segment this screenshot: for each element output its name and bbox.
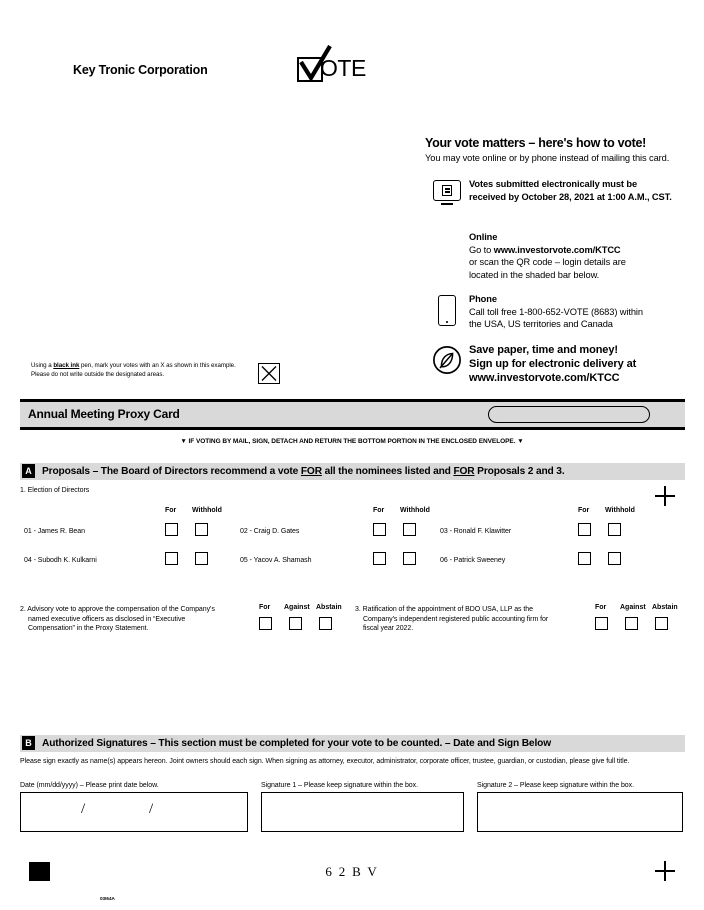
section-b-header [20,735,685,752]
phone-icon-wrap [425,293,469,326]
checkbox-nominee-05-withhold[interactable] [403,552,416,565]
proxy-bar-bottom-rule [20,427,685,430]
online-goto-prefix: Go to [469,244,494,255]
barcode-text: 6 2 B V [325,864,379,879]
vote-instructions-block [425,136,697,163]
electronic-deadline-text [469,178,672,203]
nominee-name-04: 04 - Subodh K. Kulkarni [24,557,97,564]
electronic-delivery-text [469,343,636,385]
nominee-name-03: 03 - Ronald F. Klawitter [440,528,512,535]
proposal-3-text [355,605,595,634]
signature1-label: Signature 1 – Please keep signature within the box. [261,782,418,789]
proxy-card-title: Annual Meeting Proxy Card [28,407,180,421]
section-a-for-1: FOR [300,465,322,477]
proposal-3-header-against: Against [620,604,646,611]
section-a-title-p3: Proposals 2 and 3. [474,465,565,477]
nominee-column-2 [240,507,470,567]
checkbox-proposal-2-abstain[interactable] [319,617,332,630]
monitor-icon-wrap [425,178,469,206]
checkbox-proposal-2-for[interactable] [259,617,272,630]
qr-icon-wrap [425,231,469,233]
proposal-2-header-for: For [259,604,271,611]
marking-line1-suffix: pen, mark your votes with an X as shown in this example. [79,362,236,369]
checkbox-nominee-03-withhold[interactable] [608,523,621,536]
online-line2: or scan the QR code – login details are [469,257,626,267]
section-a-header [20,463,685,480]
login-details-field[interactable] [488,406,650,423]
online-vote-row [425,231,697,281]
vote-matters-subtitle: You may vote online or by phone instead of mailing this card. [425,153,670,163]
checkbox-nominee-01-withhold[interactable] [195,523,208,536]
proxy-card-bar [20,402,685,427]
checkbox-proposal-3-against[interactable] [625,617,638,630]
checkbox-nominee-06-withhold[interactable] [608,552,621,565]
checkbox-nominee-05-for[interactable] [373,552,386,565]
date-slash-1: / [81,801,86,817]
monitor-icon [433,180,461,206]
col2-header-withhold: Withhold [400,507,430,514]
save-url[interactable]: www.investorvote.com/KTCC [469,372,620,384]
checkbox-proposal-2-against[interactable] [289,617,302,630]
section-a-badge: A [22,464,35,478]
signature2-label: Signature 2 – Please keep signature within the box. [477,782,634,789]
phone-line1: Call toll free 1-800-652-VOTE (8683) within [469,306,643,317]
nominee-name-06: 06 - Patrick Sweeney [440,557,506,564]
proposal-3-line3: fiscal year 2022. [363,625,414,633]
date-field-label: Date (mm/dd/yyyy) – Please print date below. [20,782,159,789]
checkbox-nominee-02-for[interactable] [373,523,386,536]
electronic-deadline-row [425,178,697,206]
checkbox-nominee-04-withhold[interactable] [195,552,208,565]
col3-header-for: For [578,507,590,514]
registration-mark-bottom-icon [655,861,675,881]
leaf-icon-wrap [425,343,469,375]
signature1-field[interactable] [261,792,464,832]
phone-line2: the USA, US territories and Canada [469,319,613,329]
section-a-title [42,466,565,477]
col1-header-for: For [165,507,177,514]
section-a-title-p1: Proposals – The Board of Directors recommend a vote [42,465,301,477]
phone-vote-text [469,293,643,331]
nominee-name-02: 02 - Craig D. Gates [240,528,300,535]
proposal-3-header-abstain: Abstain [652,604,678,611]
vote-logo-text: OTE [320,55,366,81]
section-b-badge: B [22,736,35,750]
proposal-2-line1: 2. Advisory vote to approve the compensation of the Company's [20,606,215,613]
proposal-3-line2: Company's independent registered public accounting firm for [363,615,549,623]
proposal-2-line2: named executive officers as disclosed in “Executive [28,615,186,623]
nominee-column-3 [440,507,680,567]
checkbox-nominee-06-for[interactable] [578,552,591,565]
save-line1: Save paper, time and money! [469,344,618,356]
phone-vote-row [425,293,697,331]
electronic-delivery-row [425,343,697,385]
checkbox-proposal-3-for[interactable] [595,617,608,630]
online-url-line [469,244,626,257]
date-field[interactable] [20,792,248,832]
col1-header-withhold: Withhold [192,507,222,514]
nominee-name-05: 05 - Yacov A. Shamash [240,557,312,564]
example-x-icon [259,364,279,383]
section-b-title: Authorized Signatures – This section must be completed for your vote to be counted. – Date and Sign Below [42,737,551,749]
detach-instruction: ▼ IF VOTING BY MAIL, SIGN, DETACH AND RETURN THE BOTTOM PORTION IN THE ENCLOSED ENVELOPE. ▼ [180,438,524,445]
proposal-3-header-for: For [595,604,607,611]
leaf-icon [432,345,462,375]
online-line3: located in the shaded bar below. [469,269,600,280]
election-of-directors-label: 1. Election of Directors [20,487,90,494]
online-vote-text [469,231,626,281]
proposal-2-line3: Compensation” in the Proxy Statement. [28,625,149,633]
proposal-2-header-abstain: Abstain [316,604,342,611]
electronic-deadline-line2: received by October 28, 2021 at 1:00 A.M., CST. [469,191,672,202]
proposal-3-line1: 3. Ratification of the appointment of BDO USA, LLP as the [355,606,533,613]
col3-header-withhold: Withhold [605,507,635,514]
marking-line2: Please do not write outside the designated areas. [31,370,165,378]
save-line2: Sign up for electronic delivery at [469,358,637,370]
proposal-2-text [20,605,250,634]
marking-example-box [258,363,280,384]
proposal-2-header-against: Against [284,604,310,611]
marking-black-ink: black ink [53,362,80,369]
signature2-field[interactable] [477,792,683,832]
section-a-for-2: FOR [453,465,475,477]
nominee-column-1 [20,507,250,567]
online-heading: Online [469,232,498,242]
signature-note: Please sign exactly as name(s) appears hereon. Joint owners should each sign. When signing as attorney, executor, administrator, corporate officer, trustee, guardian, or custodian, please give full title. [20,758,630,765]
checkbox-nominee-03-for[interactable] [578,523,591,536]
checkbox-nominee-02-withhold[interactable] [403,523,416,536]
nominee-name-01: 01 - James R. Bean [24,528,85,535]
form-code: 03I64A [100,896,115,901]
registration-mark-top-icon [655,486,675,506]
phone-icon [438,295,456,326]
vote-matters-title: Your vote matters – here's how to vote! [425,136,646,150]
date-slash-2: / [149,801,154,817]
col2-header-for: For [373,507,385,514]
checkbox-proposal-3-abstain[interactable] [655,617,668,630]
marking-instructions [31,362,261,379]
marking-line1-prefix: Using a [31,362,54,369]
section-a-title-p2: all the nominees listed and [321,465,454,477]
checkbox-nominee-01-for[interactable] [165,523,178,536]
online-url[interactable]: www.investorvote.com/KTCC [493,244,621,255]
vote-logo [297,45,367,87]
checkbox-nominee-04-for[interactable] [165,552,178,565]
phone-heading: Phone [469,294,497,304]
electronic-deadline-line1: Votes submitted electronically must be [469,179,638,189]
company-name: Key Tronic Corporation [73,63,208,77]
